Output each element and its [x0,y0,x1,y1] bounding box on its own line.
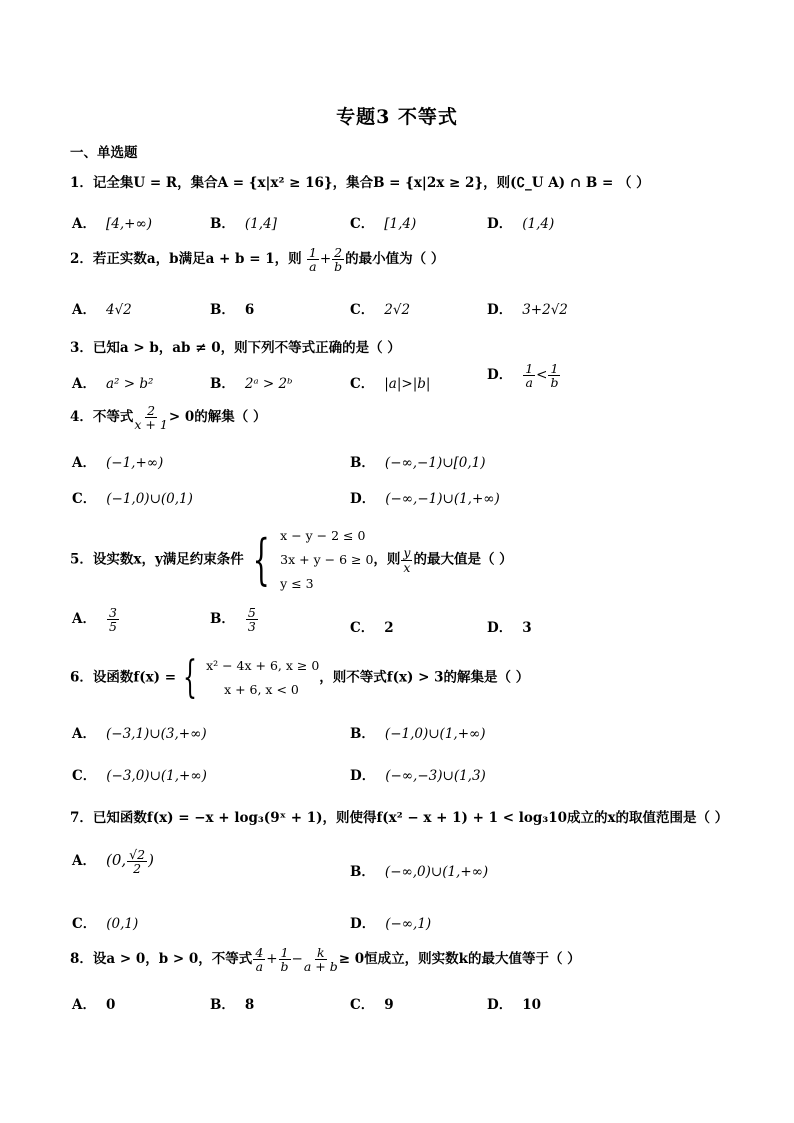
fraction: $\frac{1}{a}$ [308,245,317,275]
q2-option-c[interactable]: C． 2√2 [350,302,411,318]
q5-option-b[interactable]: B． $\frac{5}{3}$ [210,605,256,635]
q4-option-a[interactable]: A． (−1,+∞) [72,455,164,471]
page-title: 专题3 不等式 [336,106,458,128]
q3-option-c[interactable]: C． |a|>|b| [350,376,431,392]
q3-option-a[interactable]: A． a² > b² [72,376,154,392]
q8-option-b[interactable]: B． 8 [210,997,255,1013]
q2-option-a[interactable]: A． 4√2 [72,302,132,318]
question-2: 2．若正实数a，b满足a + b = 1，则 $\frac{1}{a}$ + $\frac{2}{b}$ 的最小值为（ ） [70,245,445,275]
q6-option-a[interactable]: A． (−3,1)∪(3,+∞) [72,726,207,742]
q1-option-d[interactable]: D． (1,4) [487,216,555,232]
q1-option-b[interactable]: B． (1,4] [210,216,277,232]
constraint-system: { x − y − 2 ≤ 0 3x + y − 6 ≥ 0 y ≤ 3 [252,528,374,591]
fraction: $\frac{2}{b}$ [334,245,343,275]
question-stem: 记全集U = R，集合A = {x|x² ≥ 16}，集合B = {x|2x ≥ 2}，则(∁_U A) ∩ B = （ ） [92,175,650,191]
q7-option-c[interactable]: C． (0,1) [72,916,139,932]
q6-option-c[interactable]: C． (−3,0)∪(1,+∞) [72,768,207,784]
question-7: 7．已知函数f(x) = −x + log₃(9ˣ + 1)，则使得f(x² − x + 1) + 1 < log₃10成立的x的取值范围是（ ） [70,810,729,826]
q8-option-c[interactable]: C． 9 [350,997,394,1013]
q5-option-d[interactable]: D． 3 [487,620,532,636]
q4-option-c[interactable]: C． (−1,0)∪(0,1) [72,491,193,507]
q4-option-d[interactable]: D． (−∞,−1)∪(1,+∞) [350,491,500,507]
q1-option-a[interactable]: A． [4,+∞) [72,216,152,232]
q5-option-c[interactable]: C． 2 [350,620,394,636]
q7-option-a[interactable]: A． (0, $\frac{√2}{2}$ ) [72,847,154,877]
q2-option-b[interactable]: B． 6 [210,302,255,318]
q6-option-d[interactable]: D． (−∞,−3)∪(1,3) [350,768,486,784]
q2-option-d[interactable]: D． 3+2√2 [487,302,568,318]
q7-option-d[interactable]: D． (−∞,1) [350,916,432,932]
q8-option-d[interactable]: D． 10 [487,997,542,1013]
question-8: 8．设a > 0，b > 0，不等式 $\frac{4}{a}$ + $\frac{1}{b}$ − $\frac{k}{a + b}$ ≥ 0恒成立，则实数k的最大值等于（ ） [70,945,581,975]
q3-option-b[interactable]: B． 2ᵃ > 2ᵇ [210,376,293,392]
q8-option-a[interactable]: A． 0 [72,997,116,1013]
section-heading: 一、单选题 [70,145,138,161]
question-number: 1． [70,175,93,191]
question-3: 3．已知a > b，ab ≠ 0，则下列不等式正确的是（ ） [70,340,401,356]
question-1 [70,171,650,191]
q1-option-c[interactable]: C． [1,4) [350,216,417,232]
question-5: 5．设实数x，y满足约束条件 { x − y − 2 ≤ 0 3x + y − 6 ≥ 0 y ≤ 3 ，则 $\frac{y}{x}$ 的最大值是（ ） [70,524,513,596]
question-6: 6．设函数f(x) = { x² − 4x + 6, x ≥ 0 x + 6, x < 0 ，则不等式f(x) > 3的解集是（ ） [70,652,530,703]
piecewise-function: { x² − 4x + 6, x ≥ 0 x + 6, x < 0 [183,652,320,703]
q7-option-b[interactable]: B． (−∞,0)∪(1,+∞) [350,864,489,880]
q6-option-b[interactable]: B． (−1,0)∪(1,+∞) [350,726,486,742]
q3-option-d[interactable]: D． $\frac{1}{a}$ < $\frac{1}{b}$ [487,361,559,391]
question-4: 4．不等式 $\frac{2}{x + 1}$ > 0的解集（ ） [70,403,267,433]
q4-option-b[interactable]: B． (−∞,−1)∪[0,1) [350,455,486,471]
q5-option-a[interactable]: A． $\frac{3}{5}$ [72,605,117,635]
